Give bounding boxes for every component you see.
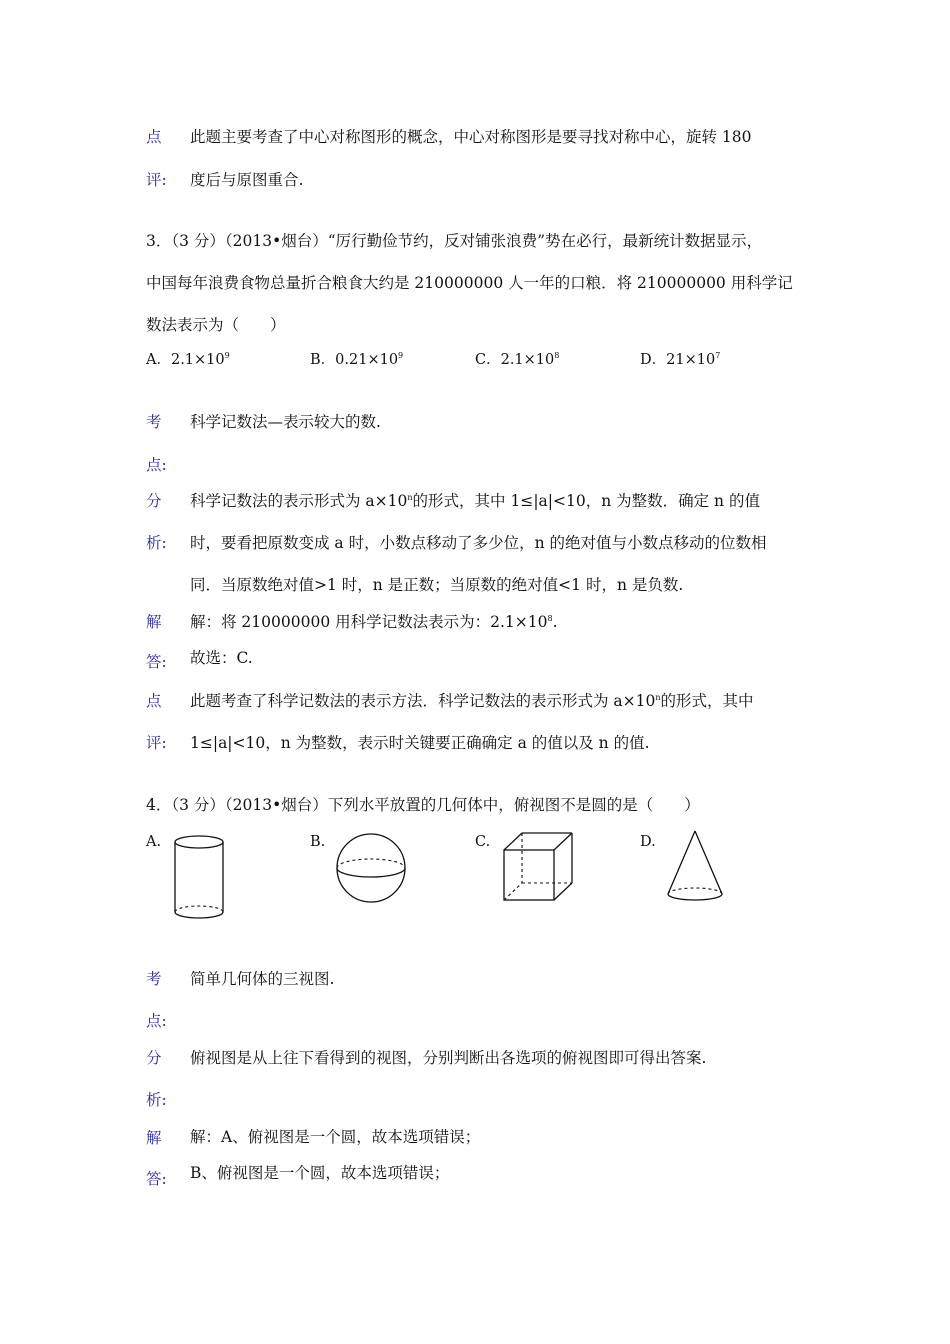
sphere-figure [333, 830, 409, 906]
jieda-label-bottom: 答: [146, 653, 167, 671]
kaodian-label-top: 考 [146, 970, 162, 988]
jieda-line: 解：A、俯视图是一个圆，故本选项错误； [190, 1128, 481, 1146]
option-c-label: C. [475, 834, 491, 850]
comment-line: 此题主要考查了中心对称图形的概念，中心对称图形是要寻找对称中心，旋转 180 [190, 128, 752, 146]
fenxi-label-top: 分 [146, 492, 162, 510]
fenxi-line: 同．当原数绝对值>1 时，n 是正数；当原数的绝对值<1 时，n 是负数. [190, 576, 684, 594]
kaodian-label-top: 考 [146, 413, 162, 431]
kaodian-text: 简单几何体的三视图. [190, 970, 335, 988]
fenxi-line: 俯视图是从上往下看得到的视图，分别判断出各选项的俯视图即可得出答案. [190, 1049, 707, 1067]
option-b: B．$0.21\times 10^9$ [310, 351, 404, 368]
comment-line: 度后与原图重合. [190, 171, 304, 189]
option-d-label: D. [640, 834, 656, 850]
jieda-line: 解：将 210000000 用科学记数法表示为：$2.1\times 10^8$. [190, 613, 558, 631]
fenxi-line: 时，要看把原数变成 a 时，小数点移动了多少位，n 的绝对值与小数点移动的位数相 [190, 534, 767, 552]
kaodian-label-bottom: 点: [146, 456, 167, 474]
jieda-label-top: 解 [146, 613, 162, 631]
comment-label-top: 点 [146, 128, 162, 146]
dianping-line: 此题考查了科学记数法的表示方法．科学记数法的表示形式为 $a\times 10^n$的形式，其中 [190, 692, 754, 710]
dianping-label-top: 点 [146, 692, 162, 710]
fenxi-line: 科学记数法的表示形式为 $a\times 10^n$的形式，其中 1≤|a|<10，n 为整数．确定 n 的值 [190, 492, 760, 510]
option-a: A．$2.1\times 10^9$ [146, 351, 230, 368]
dianping-line: 1≤|a|<10，n 为整数，表示时关键要正确确定 a 的值以及 n 的值. [190, 734, 650, 752]
comment-label-bottom: 评: [146, 171, 167, 189]
question-3-stem: 3．（3 分）（2013•烟台）“厉行勤俭节约，反对铺张浪费”势在必行，最新统计数据显示， [146, 232, 763, 250]
option-d: D．$21\times 10^7$ [640, 351, 721, 368]
fenxi-label-bottom: 析: [146, 1091, 167, 1109]
question-3-stem: 数法表示为（ ） [146, 316, 286, 334]
jieda-line: 故选：C. [190, 649, 253, 667]
cube-figure [500, 830, 576, 906]
jieda-label-top: 解 [146, 1129, 162, 1147]
cone-figure [664, 828, 726, 908]
dianping-label-bottom: 评: [146, 734, 167, 752]
option-b-label: B. [310, 834, 326, 850]
cylinder-figure [170, 832, 232, 922]
jieda-label-bottom: 答: [146, 1170, 167, 1188]
question-3-stem: 中国每年浪费食物总量折合粮食大约是 210000000 人一年的口粮．将 210000000 用科学记 [146, 274, 793, 292]
fenxi-label-bottom: 析: [146, 534, 167, 552]
option-c: C．$2.1\times 10^8$ [475, 351, 560, 368]
question-4-stem: 4．（3 分）（2013•烟台）下列水平放置的几何体中，俯视图不是圆的是（ ） [146, 796, 700, 814]
kaodian-text: 科学记数法—表示较大的数. [190, 413, 381, 431]
kaodian-label-bottom: 点: [146, 1012, 167, 1030]
option-a-label: A. [146, 834, 162, 850]
jieda-line: B、俯视图是一个圆，故本选项错误； [190, 1164, 450, 1182]
fenxi-label-top: 分 [146, 1049, 162, 1067]
